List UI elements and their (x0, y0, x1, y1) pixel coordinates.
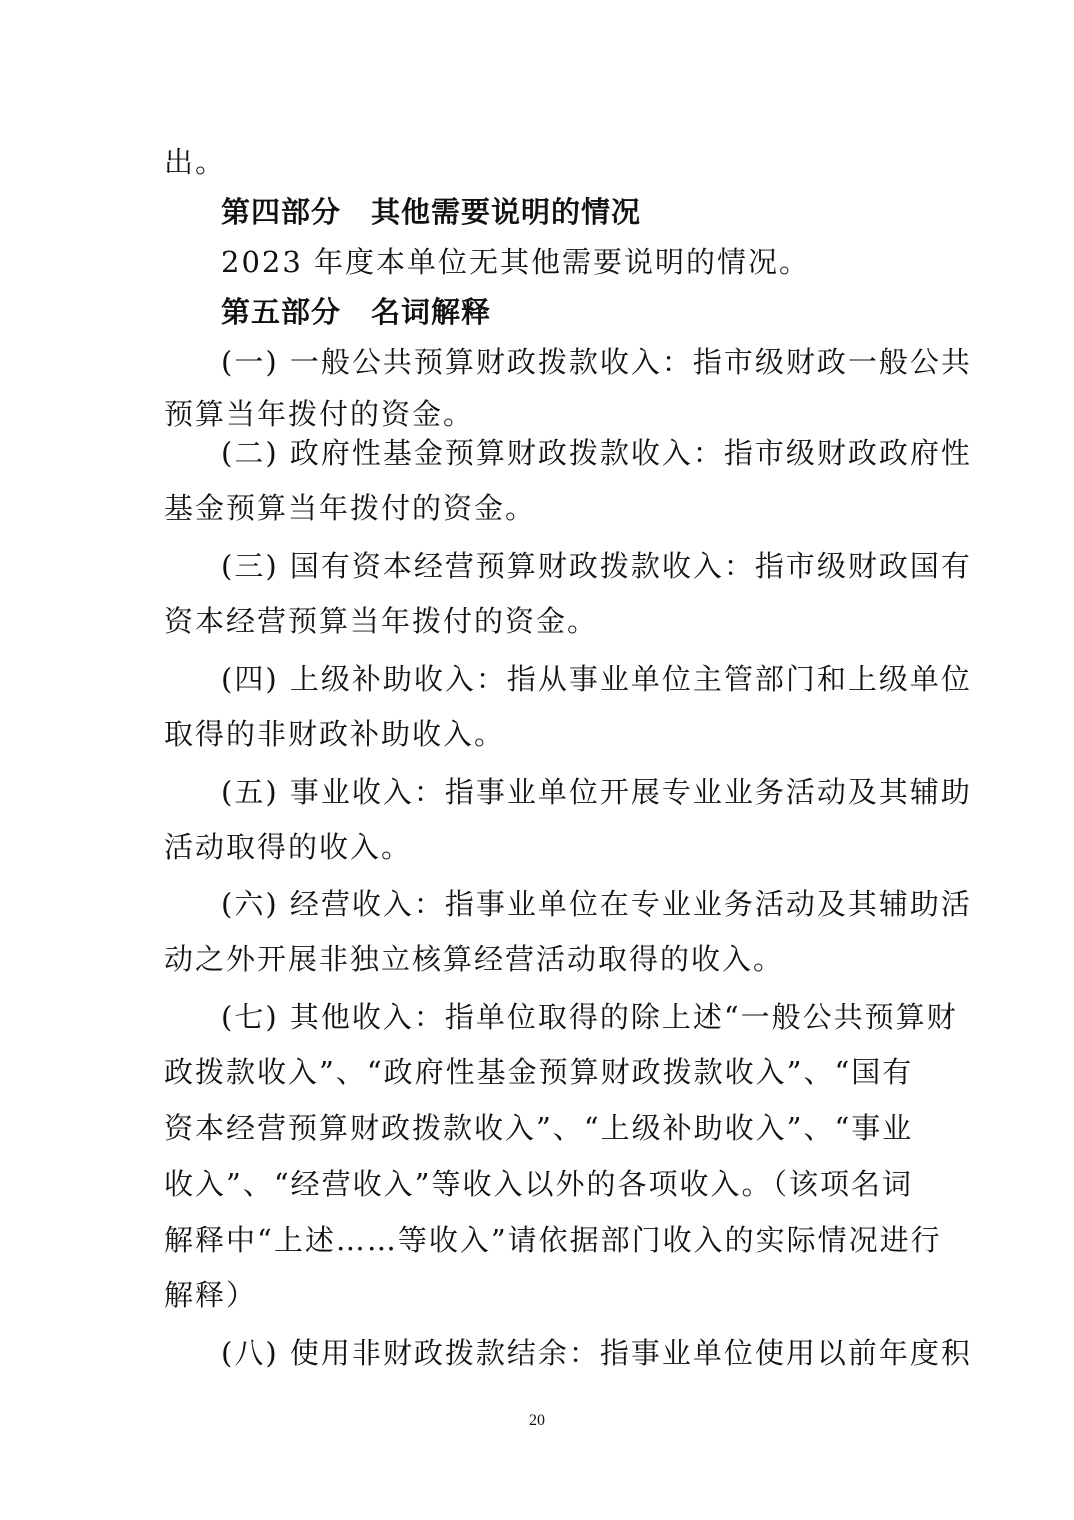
definition-line: 基金预算当年拨付的资金。 (164, 491, 537, 525)
page-number: 20 (529, 1412, 545, 1429)
definition-line: 解释） (164, 1278, 258, 1312)
definition-line: 政拨款收入”、“政府性基金预算财政拨款收入”、“国有 (164, 1055, 914, 1089)
definition-line: (四) 上级补助收入：指从事业单位主管部门和上级单位 (221, 662, 972, 696)
text-line: 2023 年度本单位无其他需要说明的情况。 (221, 245, 811, 279)
definition-line: (一) 一般公共预算财政拨款收入：指市级财政一般公共 (221, 345, 972, 379)
definition-line: 资本经营预算财政拨款收入”、“上级补助收入”、“事业 (164, 1111, 914, 1145)
definition-line: (二) 政府性基金预算财政拨款收入：指市级财政政府性 (221, 436, 972, 470)
text-line: 出。 (164, 145, 227, 179)
definition-line: (六) 经营收入：指事业单位在专业业务活动及其辅助活 (221, 887, 972, 921)
definition-line: 收入”、“经营收入”等收入以外的各项收入。（该项名词 (164, 1167, 913, 1201)
definition-line: 活动取得的收入。 (164, 830, 413, 864)
definition-line: 资本经营预算当年拨付的资金。 (164, 604, 599, 638)
section-heading-part-four: 第四部分 其他需要说明的情况 (221, 195, 642, 229)
definition-line: 解释中“上述……等收入”请依据部门收入的实际情况进行 (164, 1223, 942, 1257)
definition-line: (三) 国有资本经营预算财政拨款收入：指市级财政国有 (221, 549, 972, 583)
definition-line: (五) 事业收入：指事业单位开展专业业务活动及其辅助 (221, 775, 972, 809)
definition-line: 动之外开展非独立核算经营活动取得的收入。 (164, 942, 785, 976)
definition-line: (七) 其他收入：指单位取得的除上述“一般公共预算财 (221, 1000, 958, 1034)
section-heading-part-five: 第五部分 名词解释 (221, 295, 492, 329)
definition-line: 取得的非财政补助收入。 (164, 717, 506, 751)
definition-line: 预算当年拨付的资金。 (164, 397, 475, 431)
definition-line: (八) 使用非财政拨款结余：指事业单位使用以前年度积 (221, 1336, 972, 1370)
